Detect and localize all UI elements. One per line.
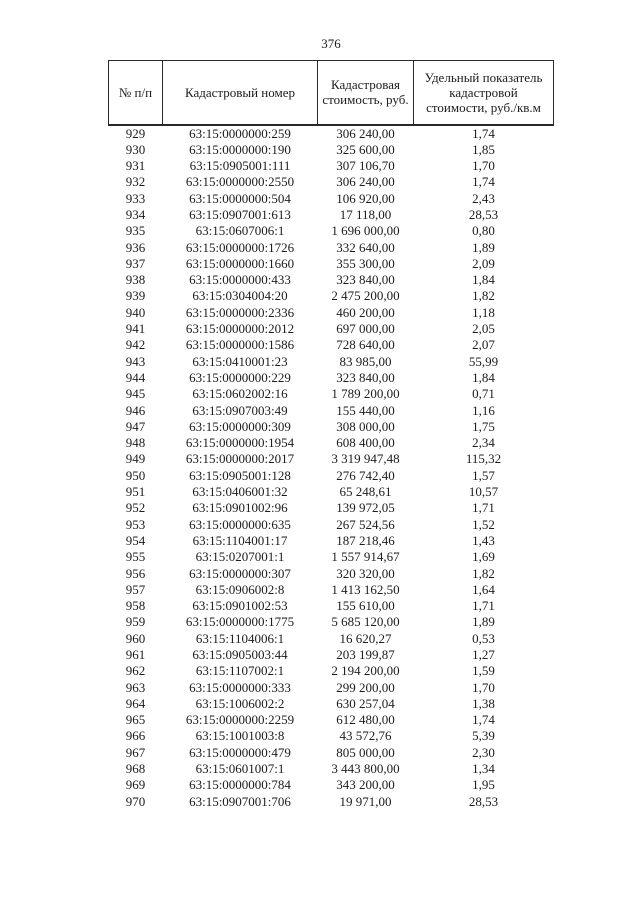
table-cell: 63:15:1001003:8: [195, 728, 285, 744]
table-cell: 63:15:0000000:259: [189, 125, 291, 141]
table-cell: 0,71: [472, 386, 495, 402]
table-cell: 55,99: [468, 353, 499, 369]
table-cell: 943: [125, 353, 146, 369]
table-cell: 1,85: [472, 141, 495, 157]
table-row: [109, 500, 554, 516]
table-cell: 952: [125, 500, 146, 516]
col-header-cadastral-cost: Кадастровая стоимость, руб.: [318, 61, 414, 125]
table-cell: 942: [125, 337, 146, 353]
table-cell: 953: [125, 516, 146, 532]
table-cell: 63:15:0000000:1954: [185, 435, 295, 451]
table-cell: 1 413 162,50: [331, 581, 400, 597]
table-row: [109, 517, 554, 533]
table-cell: 65 248,61: [339, 484, 392, 500]
table-row: [109, 598, 554, 614]
table-row: [109, 158, 554, 174]
table-cell: 0,53: [472, 630, 495, 646]
table-cell: 728 640,00: [336, 337, 395, 353]
table-cell: 949: [125, 451, 146, 467]
table-cell: 16 620,27: [339, 630, 392, 646]
table-cell: 937: [125, 255, 146, 271]
table-cell: 1,64: [472, 581, 495, 597]
table-row: [109, 191, 554, 207]
table-row: [109, 125, 554, 142]
table-row: [109, 321, 554, 337]
table-row: [109, 370, 554, 386]
table-cell: 63:15:0000000:190: [189, 141, 291, 157]
table-cell: 1,84: [472, 272, 495, 288]
table-row: [109, 272, 554, 288]
table-cell: 17 118,00: [339, 206, 392, 222]
table-cell: 63:15:1006002:2: [195, 695, 285, 711]
table-header: [109, 61, 554, 125]
table-cell: 63:15:1104001:17: [192, 532, 288, 548]
table-cell: 940: [125, 304, 146, 320]
table-cell: 1,34: [472, 761, 495, 777]
table-cell: 63:15:0000000:433: [189, 272, 291, 288]
table-cell: 1,89: [472, 239, 495, 255]
table-cell: 63:15:0000000:504: [189, 190, 291, 206]
table-row: [109, 223, 554, 239]
table-cell: 948: [125, 435, 146, 451]
col-header-row-number: № п/п: [109, 61, 163, 125]
table-cell: 950: [125, 467, 146, 483]
table-cell: 1 696 000,00: [331, 223, 400, 239]
table-body: [109, 125, 554, 810]
table-cell: 935: [125, 223, 146, 239]
table-row: [109, 484, 554, 500]
table-cell: 63:15:0000000:2336: [185, 304, 295, 320]
table-cell: 1,82: [472, 565, 495, 581]
table-cell: 115,32: [465, 451, 502, 467]
table-cell: 933: [125, 190, 146, 206]
table-cell: 306 240,00: [336, 174, 395, 190]
table-cell: 805 000,00: [336, 744, 395, 760]
table-cell: 2,34: [472, 435, 495, 451]
table-row: [109, 533, 554, 549]
table-cell: 63:15:0907003:49: [192, 402, 288, 418]
table-cell: 5 685 120,00: [331, 614, 400, 630]
table-cell: 63:15:0000000:1726: [185, 239, 295, 255]
table-cell: 63:15:0000000:1586: [185, 337, 295, 353]
table-cell: 1,16: [472, 402, 495, 418]
table-cell: 63:15:0607006:1: [195, 223, 285, 239]
table-cell: 968: [125, 761, 146, 777]
table-row: [109, 794, 554, 810]
table-cell: 957: [125, 581, 146, 597]
table-cell: 325 600,00: [336, 141, 395, 157]
table-cell: 1,57: [472, 467, 495, 483]
table-cell: 63:15:0907001:613: [189, 206, 291, 222]
table-row: [109, 468, 554, 484]
table-row: [109, 745, 554, 761]
table-cell: 958: [125, 598, 146, 614]
table-row: [109, 680, 554, 696]
table-row: [109, 728, 554, 744]
table-cell: 2,30: [472, 744, 495, 760]
table-cell: 2,05: [472, 321, 495, 337]
table-cell: 155 440,00: [336, 402, 395, 418]
table-cell: 961: [125, 647, 146, 662]
table-row: [109, 240, 554, 256]
table-cell: 323 840,00: [336, 369, 395, 385]
table-cell: 355 300,00: [336, 255, 395, 271]
table-cell: 959: [125, 614, 146, 630]
table-cell: 63:15:0207001:1: [195, 549, 285, 565]
table-cell: 28,53: [468, 206, 499, 222]
table-cell: 612 480,00: [336, 712, 395, 728]
table-cell: 267 524,56: [336, 516, 395, 532]
table-cell: 320 320,00: [336, 565, 395, 581]
table-cell: 5,39: [472, 728, 495, 744]
table-cell: 106 920,00: [336, 190, 395, 206]
table-cell: 63:15:0601007:1: [195, 761, 285, 777]
table-cell: 944: [125, 369, 146, 385]
table-cell: 0,80: [472, 223, 495, 239]
table-cell: 63:15:0000000:2012: [185, 321, 295, 337]
table-cell: 2 475 200,00: [331, 288, 400, 304]
table-cell: 964: [125, 695, 146, 711]
table-cell: 1,52: [472, 516, 495, 532]
table-cell: 19 971,00: [339, 793, 392, 809]
table-cell: 1 557 914,67: [331, 549, 400, 565]
table-cell: 2 194 200,00: [331, 663, 400, 679]
table-cell: 306 240,00: [336, 125, 395, 141]
table-cell: 63:15:0000000:784: [189, 777, 291, 793]
table-cell: 63:15:0000000:2550: [185, 174, 295, 190]
table-cell: 63:15:0410001:23: [192, 353, 288, 369]
table-row: [109, 549, 554, 565]
table-cell: 954: [125, 532, 146, 548]
table-cell: 1,18: [472, 304, 495, 320]
table-cell: 962: [125, 663, 146, 679]
table-cell: 63:15:0000000:479: [189, 744, 291, 760]
table-cell: 63:15:0000000:2017: [185, 451, 295, 467]
table-cell: 63:15:0602002:16: [192, 386, 288, 402]
table-cell: 1,84: [472, 369, 495, 385]
table-cell: 947: [125, 418, 146, 434]
table-cell: 3 443 800,00: [331, 761, 400, 777]
table-cell: 945: [125, 386, 146, 402]
table-cell: 10,57: [468, 484, 499, 500]
table-row: [109, 761, 554, 777]
table-row: [109, 174, 554, 190]
table-cell: 2,43: [472, 190, 495, 206]
table-cell: 963: [125, 679, 146, 695]
table-row: [109, 207, 554, 223]
table-cell: 307 106,70: [336, 158, 395, 174]
table-cell: 930: [125, 141, 146, 157]
table-cell: 2,07: [472, 337, 495, 353]
table-cell: 63:15:0905003:44: [192, 647, 288, 662]
table-cell: 967: [125, 744, 146, 760]
table-row: [109, 354, 554, 370]
table-cell: 929: [125, 125, 146, 141]
table-cell: 1,71: [472, 500, 495, 516]
table-cell: 63:15:0907001:706: [189, 793, 291, 809]
table-cell: 939: [125, 288, 146, 304]
table-row: [109, 419, 554, 435]
table-cell: 1,74: [472, 712, 495, 728]
table-header-row: [109, 61, 554, 125]
table-cell: 63:15:0000000:307: [189, 565, 291, 581]
table-row: [109, 451, 554, 467]
table-cell: 630 257,04: [336, 695, 395, 711]
table-cell: 1,74: [472, 125, 495, 141]
table-row: [109, 142, 554, 158]
table-row: [109, 566, 554, 582]
table-cell: 63:15:0000000:1775: [185, 614, 295, 630]
table-cell: 63:15:0406001:32: [192, 484, 288, 500]
table-row: [109, 386, 554, 402]
table-cell: 1 789 200,00: [331, 386, 400, 402]
table-cell: 946: [125, 402, 146, 418]
table-cell: 938: [125, 272, 146, 288]
table-cell: 63:15:0304004:20: [192, 288, 288, 304]
table-cell: 43 572,76: [339, 728, 392, 744]
table-cell: 931: [125, 158, 146, 174]
col-header-cadastral-number: Кадастровый номер: [163, 61, 318, 125]
table-row: [109, 647, 554, 663]
table-cell: 970: [125, 793, 146, 809]
table-cell: 63:15:0905001:128: [189, 467, 291, 483]
table-cell: 63:15:0901002:96: [192, 500, 288, 516]
table-row: [109, 305, 554, 321]
table-cell: 63:15:1107002:1: [195, 663, 285, 679]
table-cell: 63:15:0000000:2259: [185, 712, 295, 728]
table-cell: 187 218,46: [336, 532, 395, 548]
table-cell: 308 000,00: [336, 418, 395, 434]
table-row: [109, 663, 554, 679]
table-cell: 63:15:0000000:635: [189, 516, 291, 532]
table-cell: 1,43: [472, 532, 495, 548]
table-cell: 203 199,87: [336, 647, 395, 662]
table-row: [109, 288, 554, 304]
page-number: 376: [321, 36, 341, 51]
table-cell: 1,95: [472, 777, 495, 793]
table-cell: 276 742,40: [336, 467, 395, 483]
table-cell: 63:15:0000000:229: [189, 369, 291, 385]
table-cell: 332 640,00: [336, 239, 395, 255]
table-cell: 1,59: [472, 663, 495, 679]
table-cell: 1,71: [472, 598, 495, 614]
table-cell: 28,53: [468, 793, 499, 809]
table-cell: 934: [125, 206, 146, 222]
table-cell: 63:15:0906002:8: [195, 581, 285, 597]
col-header-specific-indicator: Удельный показатель кадастровой стоимости, руб./кв.м: [414, 61, 554, 125]
table-cell: 1,69: [472, 549, 495, 565]
table-cell: 63:15:0000000:333: [189, 679, 291, 695]
table-cell: 460 200,00: [336, 304, 395, 320]
table-cell: 63:15:0000000:1660: [185, 255, 295, 271]
table-cell: 1,74: [472, 174, 495, 190]
table-cell: 323 840,00: [336, 272, 395, 288]
table-cell: 63:15:0000000:309: [189, 418, 291, 434]
table-row: [109, 712, 554, 728]
table-cell: 1,70: [472, 679, 495, 695]
table-cell: 969: [125, 777, 146, 793]
table-cell: 63:15:1104006:1: [195, 630, 285, 646]
cadastral-value-table: [108, 60, 554, 810]
table-cell: 1,27: [472, 647, 495, 662]
table-cell: 932: [125, 174, 146, 190]
table-cell: 966: [125, 728, 146, 744]
table-cell: 955: [125, 549, 146, 565]
table-cell: 1,75: [472, 418, 495, 434]
table-row: [109, 403, 554, 419]
table-cell: 936: [125, 239, 146, 255]
table-cell: 1,38: [472, 695, 495, 711]
table-cell: 951: [125, 484, 146, 500]
table-row: [109, 631, 554, 647]
table-cell: 608 400,00: [336, 435, 395, 451]
table-cell: 3 319 947,48: [331, 451, 400, 467]
table-cell: 1,70: [472, 158, 495, 174]
table-cell: 63:15:0905001:111: [189, 158, 291, 174]
table-cell: 83 985,00: [339, 353, 392, 369]
table-row: [109, 256, 554, 272]
table-row: [109, 337, 554, 353]
table-cell: 956: [125, 565, 146, 581]
table-cell: 697 000,00: [336, 321, 395, 337]
table-row: [109, 582, 554, 598]
table-cell: 941: [125, 321, 146, 337]
table-cell: 343 200,00: [336, 777, 395, 793]
table-cell: 965: [125, 712, 146, 728]
table-cell: 155 610,00: [336, 598, 395, 614]
table-cell: 960: [125, 630, 146, 646]
table-row: [109, 435, 554, 451]
table-row: [109, 696, 554, 712]
table-cell: 1,89: [472, 614, 495, 630]
table-row: [109, 777, 554, 793]
table-cell: 139 972,05: [336, 500, 395, 516]
table-cell: 2,09: [472, 255, 495, 271]
table-cell: 63:15:0901002:53: [192, 598, 288, 614]
table-cell: 299 200,00: [336, 679, 395, 695]
table-row: [109, 614, 554, 630]
table-cell: 1,82: [472, 288, 495, 304]
